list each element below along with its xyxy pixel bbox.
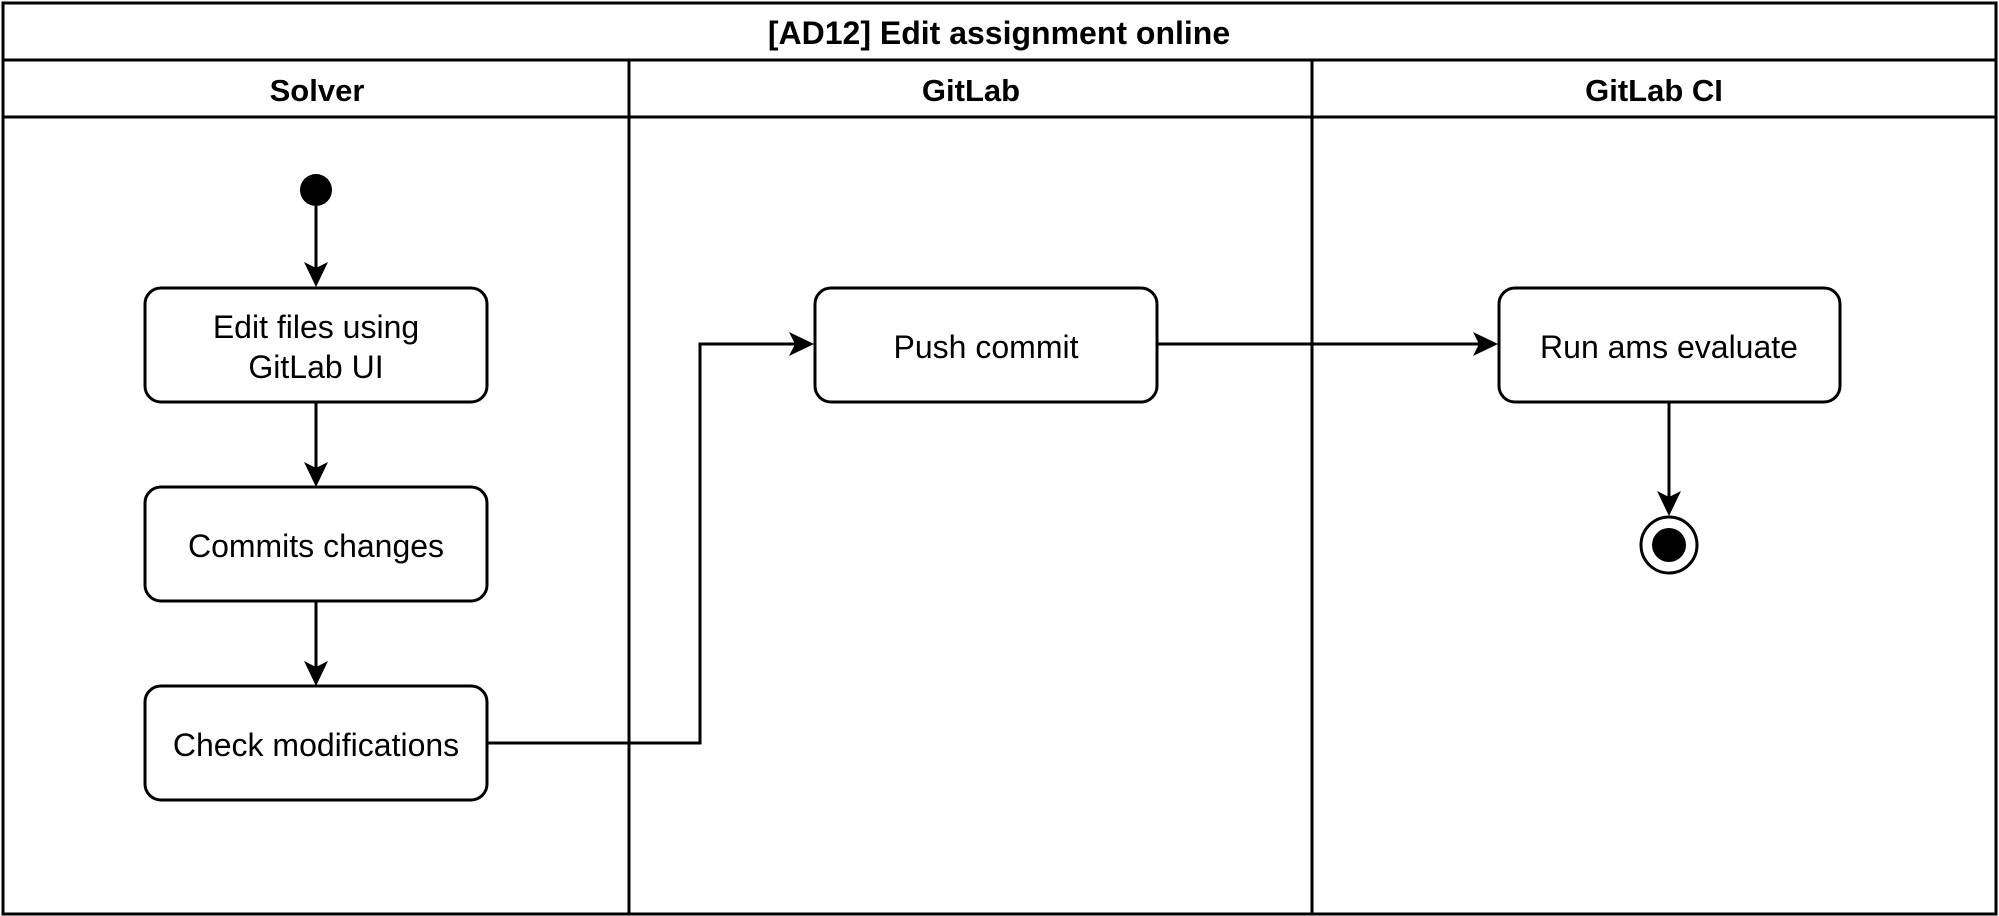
lane-header-solver: Solver	[269, 73, 365, 108]
final-node	[1641, 517, 1697, 573]
action-check-modifications-label: Check modifications	[172, 727, 460, 763]
action-commit-changes-label: Commits changes	[187, 528, 445, 564]
lane-header-gitlab: GitLab	[921, 73, 1021, 108]
action-edit-files-label: Edit files using	[212, 309, 420, 345]
initial-node	[300, 174, 332, 206]
action-edit-files-label: GitLab UI	[248, 349, 384, 385]
lane-header-gitlab-ci: GitLab CI	[1585, 73, 1723, 108]
action-push-commit-label: Push commit	[893, 329, 1079, 365]
diagram-title: [AD12] Edit assignment online	[767, 15, 1231, 51]
action-run-ams-evaluate-label: Run ams evaluate	[1540, 329, 1798, 365]
